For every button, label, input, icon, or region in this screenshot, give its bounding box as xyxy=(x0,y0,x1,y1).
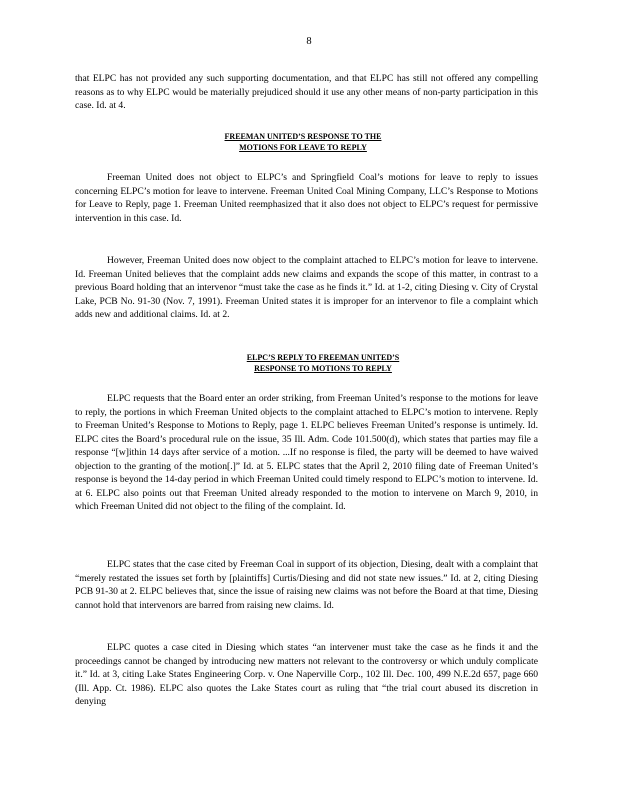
paragraph-3: However, Freeman United does now object to the complaint attached to ELPC’s motion for leave to intervene. Id. Freeman United believes that the complaint adds new claims and expands the scope of this matter, in contrast to a previous Board holding that an intervenor “must take the case as he finds it.” Id. at 1-2, citing Diesing v. City of Crystal Lake, PCB No. 91-30 (Nov. 7, 1991). Freeman United states it is improper for an intervenor to file a complaint which adds new and additional claims. Id. at 2. xyxy=(75,255,538,320)
heading-line: RESPONSE TO MOTIONS TO REPLY xyxy=(254,364,392,373)
heading-elpc-reply xyxy=(208,352,438,374)
paragraph-1: that ELPC has not provided any such supporting documentation, and that ELPC has still not offered any compelling reasons as to why ELPC would be materially prejudiced should it use any other means of non-party participation in this case. Id. at 4. xyxy=(75,73,538,111)
heading-line: ELPC’S REPLY TO FREEMAN UNITED’S xyxy=(246,353,400,362)
heading-line: FREEMAN UNITED’S RESPONSE TO THE xyxy=(224,132,382,141)
heading-line: MOTIONS FOR LEAVE TO REPLY xyxy=(239,143,367,152)
heading-freeman-response xyxy=(188,131,418,153)
paragraph-5: ELPC states that the case cited by Freeman Coal in support of its objection, Diesing, dealt with a complaint that “merely restated the issues set forth by [plaintiffs] Curtis/Diesing and did not state new issues.” Id. at 2, citing Diesing PCB 91-30 at 2. ELPC believes that, since the issue of raising new claims was not before the Board at that time, Diesing cannot hold that intervenors are barred from raising new claims. Id. xyxy=(75,559,538,611)
paragraph-6: ELPC quotes a case cited in Diesing which states “an intervener must take the case as he finds it and the proceedings cannot be changed by introducing new matters not relevant to the controversy or which unduly complicate it.” Id. at 3, citing Lake States Engineering Corp. v. One Naperville Corp., 102 Ill. Dec. 100, 499 N.E.2d 657, page 660 (Ill. App. Ct. 1986). ELPC also quotes the Lake States court as ruling that “the trial court abused its discretion in denying xyxy=(75,642,538,707)
page-number: 8 xyxy=(306,36,312,47)
paragraph-2: Freeman United does not object to ELPC’s and Springfield Coal’s motions for leave to reply to issues concerning ELPC’s motion for leave to intervene. Freeman United Coal Mining Company, LLC’s Response to Motions for Leave to Reply, page 1. Freeman United reemphasized that it also does not object to ELPC’s request for permissive intervention in this case. Id. xyxy=(75,172,538,224)
paragraph-4: ELPC requests that the Board enter an order striking, from Freeman United’s response to the motions for leave to reply, the portions in which Freeman United objects to the complaint attached to ELPC’s motion to intervene. Reply to Freeman United’s Response to Motions to Reply, page 1. ELPC believes Freeman United’s response is untimely. Id. ELPC cites the Board’s procedural rule on the issue, 35 Ill. Adm. Code 101.500(d), which states that parties may file a response “[w]ithin 14 days after service of a motion. ...If no response is filed, the party will be deemed to have waived objection to the granting of the motion[.]” Id. at 5. ELPC states that the April 2, 2010 filing date of Freeman United’s response is beyond the 14-day period in which Freeman United could timely respond to ELPC’s motion to intervene. Id. at 6. ELPC also points out that Freeman United already responded to the motion to intervene on March 9, 2010, in which Freeman United did not object to the filing of the complaint. Id. xyxy=(75,393,538,512)
